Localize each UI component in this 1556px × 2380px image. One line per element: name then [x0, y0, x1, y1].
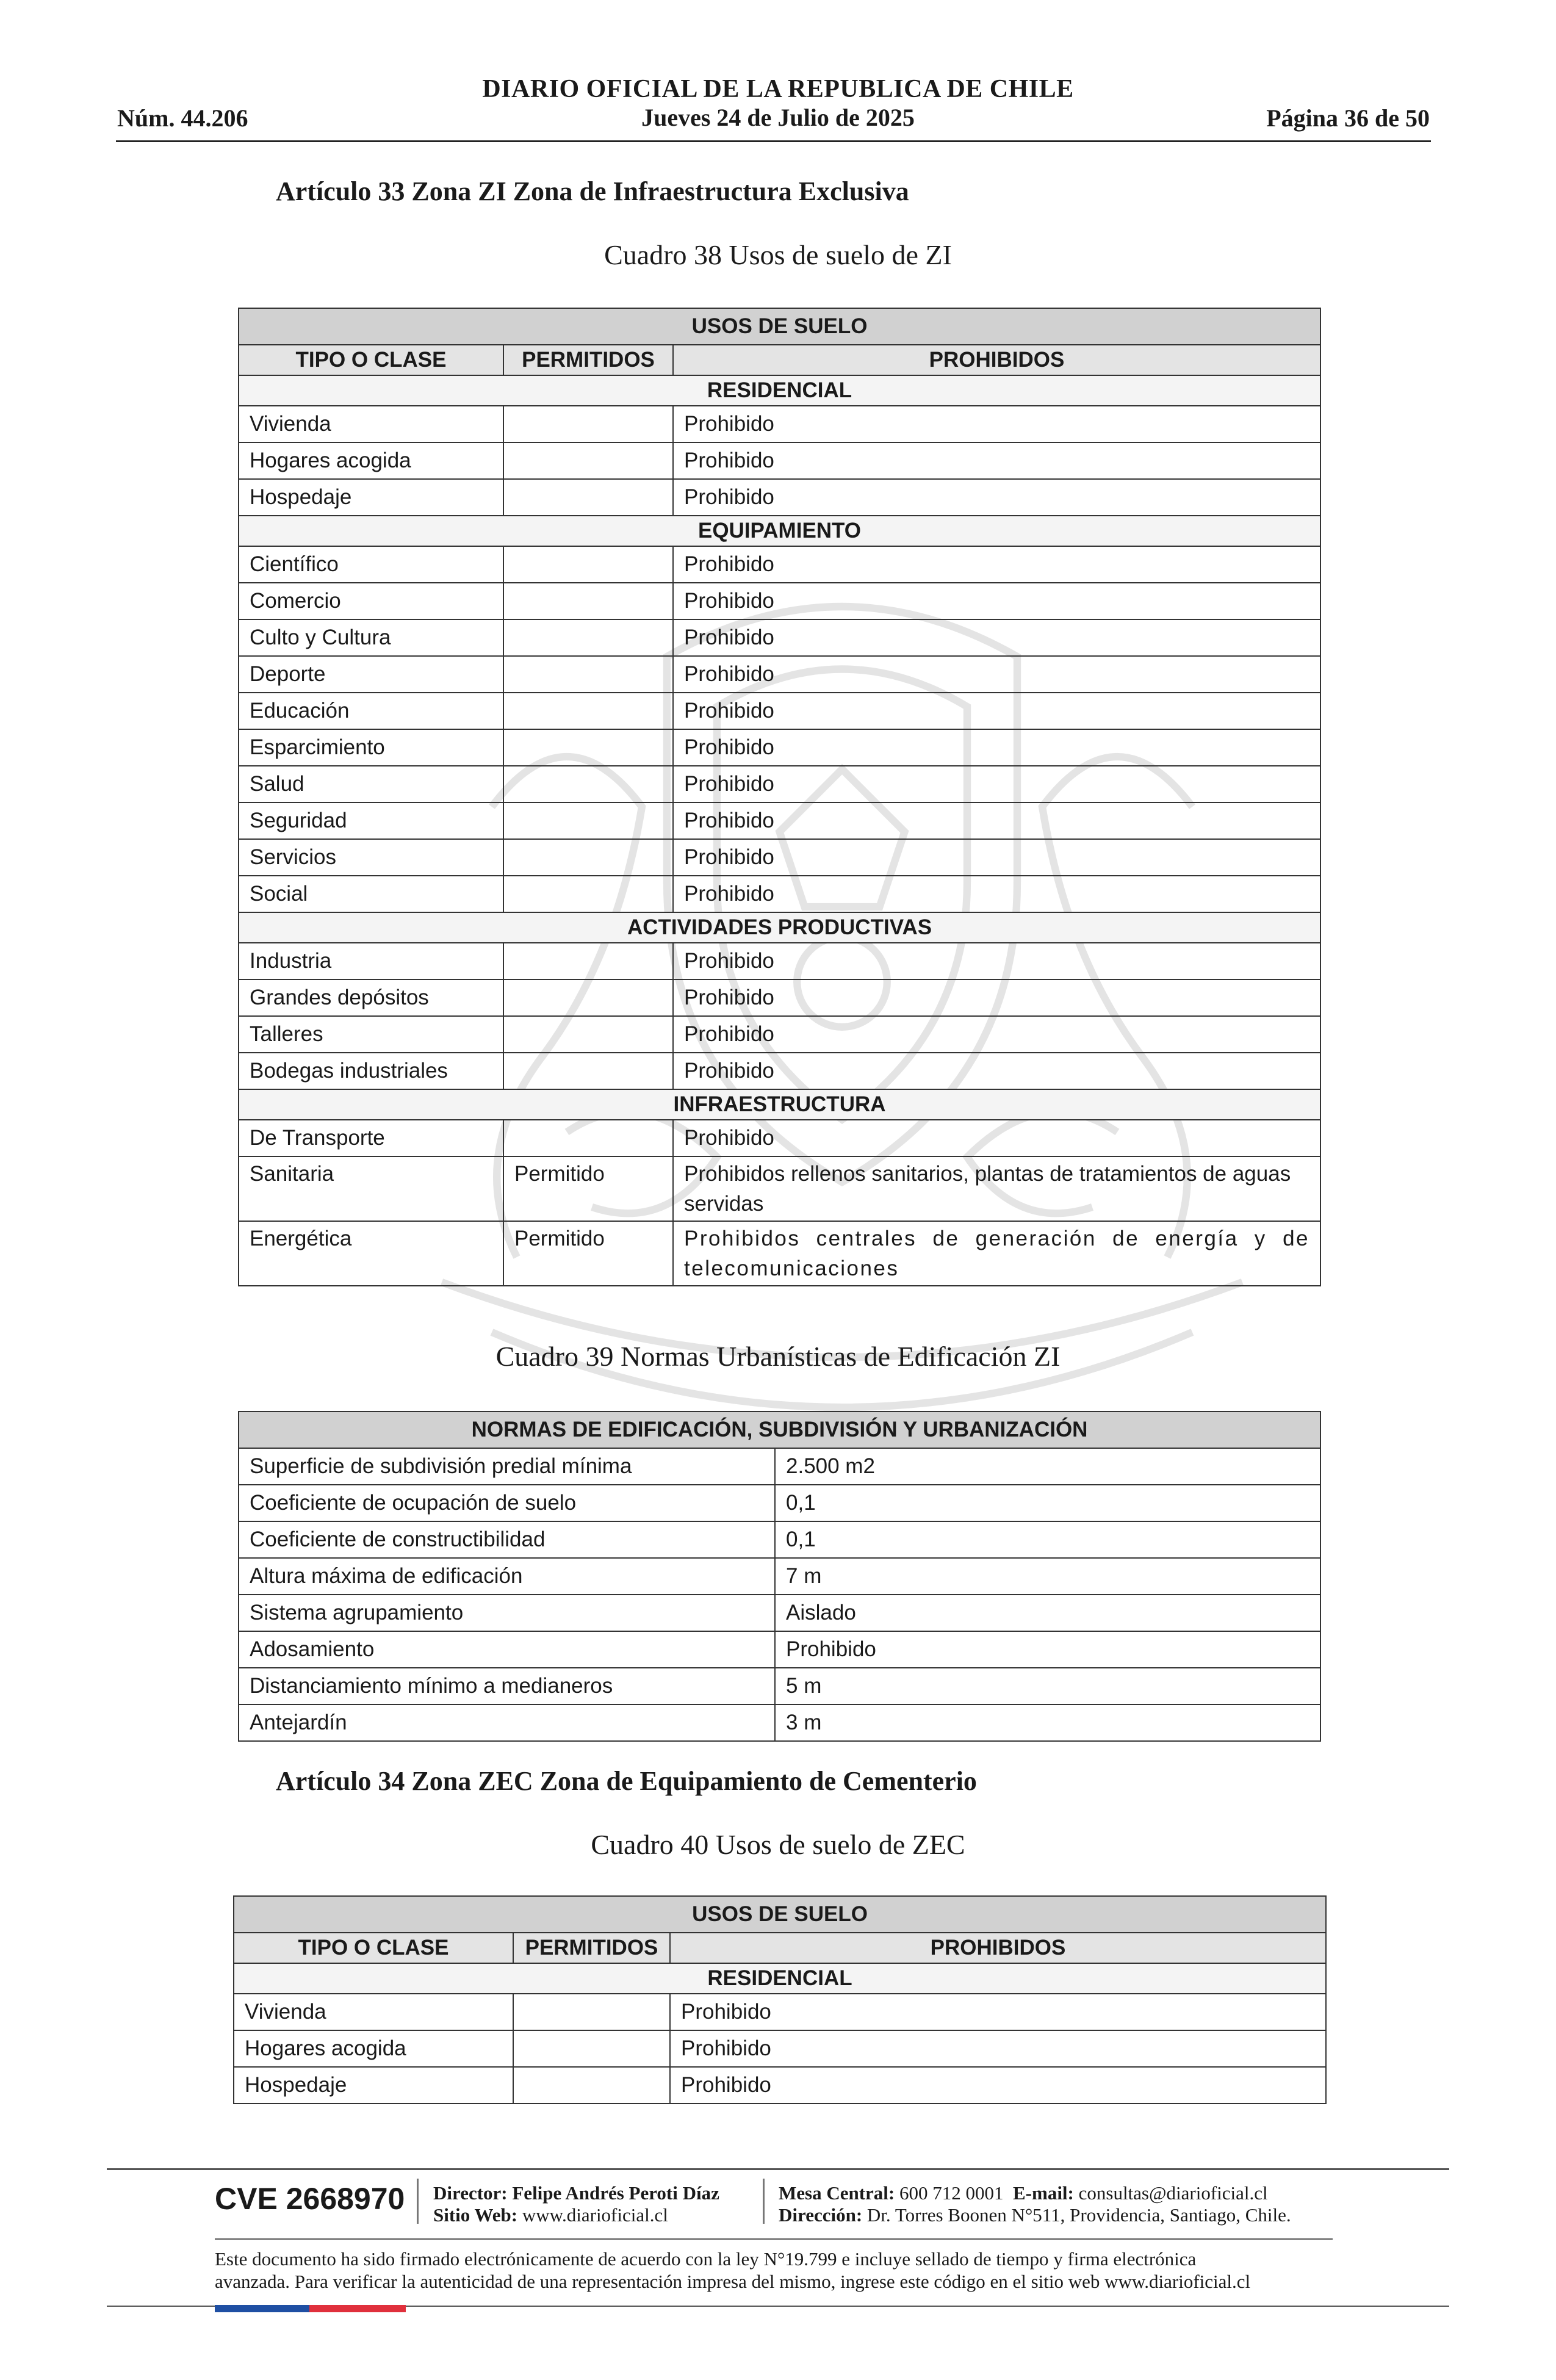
norm-name-cell: Antejardín [239, 1704, 775, 1741]
prohibited-cell: Prohibidos centrales de generación de energía y de telecomunicaciones [673, 1221, 1320, 1286]
table-row [239, 1448, 1320, 1485]
permitted-cell [503, 583, 673, 619]
section-row [239, 1089, 1320, 1120]
table-row [239, 1704, 1320, 1741]
cuadro-38-table [238, 308, 1321, 1286]
website-label: Sitio Web: [433, 2204, 518, 2226]
permitted-cell: Permitido [503, 1156, 673, 1221]
use-type-cell: Salud [239, 766, 503, 802]
prohibited-cell: Prohibido [673, 479, 1320, 516]
norm-value-cell: 3 m [775, 1704, 1320, 1741]
phone-label: Mesa Central: [779, 2182, 895, 2204]
cve-code: CVE 2668970 [215, 2182, 405, 2216]
norm-value-cell: Aislado [775, 1595, 1320, 1631]
footer-divider-middle [215, 2238, 1333, 2240]
prohibited-cell: Prohibido [673, 1120, 1320, 1156]
permitted-cell [513, 2067, 670, 2104]
permitted-cell [503, 656, 673, 693]
permitted-cell [503, 876, 673, 912]
section-row [239, 516, 1320, 546]
permitted-cell [503, 406, 673, 442]
table-row [239, 1485, 1320, 1521]
prohibited-cell: Prohibido [673, 766, 1320, 802]
permitted-cell [503, 766, 673, 802]
table-row [239, 943, 1320, 979]
table-row [239, 1595, 1320, 1631]
flag-stripe-blue [215, 2305, 309, 2312]
prohibited-cell: Prohibido [673, 943, 1320, 979]
flag-stripe-red [309, 2305, 406, 2312]
table-row [239, 979, 1320, 1016]
table-title: USOS DE SUELO [239, 308, 1320, 345]
table-row [239, 479, 1320, 516]
prohibited-cell: Prohibido [673, 1016, 1320, 1053]
table-row [234, 2067, 1326, 2104]
prohibited-cell: Prohibido [673, 546, 1320, 583]
footer-separator [763, 2179, 765, 2224]
permitted-cell [503, 839, 673, 876]
prohibited-cell: Prohibido [673, 583, 1320, 619]
use-type-cell: Hogares acogida [234, 2030, 513, 2067]
table-title: NORMAS DE EDIFICACIÓN, SUBDIVISIÓN Y URBANIZACIÓN [239, 1412, 1320, 1448]
use-type-cell: Vivienda [234, 1994, 513, 2030]
table-header-row [239, 345, 1320, 375]
section-header: ACTIVIDADES PRODUCTIVAS [239, 912, 1320, 943]
table-row [239, 1631, 1320, 1668]
section-header: RESIDENCIAL [239, 375, 1320, 406]
legal-notice [215, 2248, 1333, 2293]
permitted-cell [503, 1053, 673, 1089]
norm-name-cell: Superficie de subdivisión predial mínima [239, 1448, 775, 1485]
prohibited-cell: Prohibido [673, 1053, 1320, 1089]
table-row [239, 1558, 1320, 1595]
address-label: Dirección: [779, 2204, 863, 2226]
column-header: PROHIBIDOS [673, 345, 1320, 375]
table-title-row [239, 1412, 1320, 1448]
use-type-cell: Científico [239, 546, 503, 583]
table-title-row [234, 1896, 1326, 1933]
permitted-cell [503, 693, 673, 729]
column-header: TIPO O CLASE [234, 1933, 513, 1963]
norm-value-cell: 0,1 [775, 1485, 1320, 1521]
legal-notice-line: avanzada. Para verificar la autenticidad de una representación impresa del mismo, ingrese este código en el sitio web www.diarioficial.cl [215, 2271, 1251, 2292]
issue-number: Núm. 44.206 [117, 104, 248, 132]
prohibited-cell: Prohibido [673, 406, 1320, 442]
permitted-cell [503, 442, 673, 479]
footer-director-block [433, 2182, 719, 2226]
prohibited-cell: Prohibido [673, 979, 1320, 1016]
permitted-cell [503, 1016, 673, 1053]
table-row [239, 729, 1320, 766]
email-label: E-mail: [1013, 2182, 1074, 2204]
use-type-cell: Social [239, 876, 503, 912]
prohibited-cell: Prohibido [673, 619, 1320, 656]
table-title: USOS DE SUELO [234, 1896, 1326, 1933]
prohibited-cell: Prohibido [673, 729, 1320, 766]
table-row [239, 1156, 1320, 1221]
norm-name-cell: Coeficiente de ocupación de suelo [239, 1485, 775, 1521]
column-header: PERMITIDOS [513, 1933, 670, 1963]
table-row [239, 1221, 1320, 1286]
table-row [239, 1521, 1320, 1558]
phone-value: 600 712 0001 [899, 2182, 1004, 2204]
norm-value-cell: 0,1 [775, 1521, 1320, 1558]
page-number: Página 36 de 50 [1266, 104, 1430, 132]
norm-name-cell: Distanciamiento mínimo a medianeros [239, 1668, 775, 1704]
cuadro-38-caption: Cuadro 38 Usos de suelo de ZI [604, 239, 952, 270]
use-type-cell: De Transporte [239, 1120, 503, 1156]
use-type-cell: Seguridad [239, 802, 503, 839]
prohibited-cell: Prohibido [673, 839, 1320, 876]
prohibited-cell: Prohibido [673, 656, 1320, 693]
use-type-cell: Hospedaje [234, 2067, 513, 2104]
section-header: EQUIPAMIENTO [239, 516, 1320, 546]
prohibited-cell: Prohibido [673, 876, 1320, 912]
cuadro-39-table [238, 1411, 1321, 1742]
section-row [234, 1963, 1326, 1994]
permitted-cell [513, 1994, 670, 2030]
article-33-heading: Artículo 33 Zona ZI Zona de Infraestructura Exclusiva [276, 176, 909, 206]
table-row [234, 2030, 1326, 2067]
director-label: Director: [433, 2182, 508, 2204]
permitted-cell [503, 479, 673, 516]
permitted-cell [503, 729, 673, 766]
use-type-cell: Deporte [239, 656, 503, 693]
publication-title: DIARIO OFICIAL DE LA REPUBLICA DE CHILE [482, 75, 1074, 103]
table-row [239, 693, 1320, 729]
prohibited-cell: Prohibido [673, 693, 1320, 729]
table-row [239, 583, 1320, 619]
use-type-cell: Comercio [239, 583, 503, 619]
table-row [239, 839, 1320, 876]
use-type-cell: Industria [239, 943, 503, 979]
footer-separator [417, 2179, 419, 2224]
table-row [239, 876, 1320, 912]
use-type-cell: Grandes depósitos [239, 979, 503, 1016]
prohibited-cell: Prohibidos rellenos sanitarios, plantas de tratamientos de aguas servidas [673, 1156, 1320, 1221]
table-title-row [239, 308, 1320, 345]
use-type-cell: Hogares acogida [239, 442, 503, 479]
prohibited-cell: Prohibido [670, 2067, 1326, 2104]
permitted-cell [503, 802, 673, 839]
header-divider [116, 140, 1431, 142]
use-type-cell: Culto y Cultura [239, 619, 503, 656]
column-header: PERMITIDOS [503, 345, 673, 375]
norm-value-cell: Prohibido [775, 1631, 1320, 1668]
article-34-heading: Artículo 34 Zona ZEC Zona de Equipamiento de Cementerio [276, 1766, 977, 1796]
table-row [239, 406, 1320, 442]
use-type-cell: Servicios [239, 839, 503, 876]
section-row [239, 912, 1320, 943]
norm-value-cell: 2.500 m2 [775, 1448, 1320, 1485]
norm-name-cell: Coeficiente de constructibilidad [239, 1521, 775, 1558]
cuadro-39-caption: Cuadro 39 Normas Urbanísticas de Edificación ZI [495, 1341, 1061, 1372]
legal-notice-line: Este documento ha sido firmado electrónicamente de acuerdo con la ley N°19.799 e incluye sellado de tiempo y firma electrónica [215, 2248, 1197, 2270]
email-link[interactable]: consultas@diarioficial.cl [1078, 2182, 1268, 2204]
norm-name-cell: Altura máxima de edificación [239, 1558, 775, 1595]
prohibited-cell: Prohibido [670, 2030, 1326, 2067]
table-row [239, 442, 1320, 479]
issue-date: Jueves 24 de Julio de 2025 [641, 104, 915, 131]
permitted-cell [503, 979, 673, 1016]
cuadro-40-table [233, 1895, 1327, 2104]
table-header-row [234, 1933, 1326, 1963]
table-row [234, 1994, 1326, 2030]
permitted-cell: Permitido [503, 1221, 673, 1286]
use-type-cell: Vivienda [239, 406, 503, 442]
director-name: Felipe Andrés Peroti Díaz [512, 2182, 719, 2204]
prohibited-cell: Prohibido [673, 802, 1320, 839]
table-row [239, 656, 1320, 693]
permitted-cell [503, 619, 673, 656]
norm-value-cell: 7 m [775, 1558, 1320, 1595]
permitted-cell [503, 1120, 673, 1156]
prohibited-cell: Prohibido [670, 1994, 1326, 2030]
use-type-cell: Energética [239, 1221, 503, 1286]
norm-value-cell: 5 m [775, 1668, 1320, 1704]
table-row [239, 619, 1320, 656]
prohibited-cell: Prohibido [673, 442, 1320, 479]
permitted-cell [503, 943, 673, 979]
footer-contact-block [779, 2182, 1291, 2226]
use-type-cell: Esparcimiento [239, 729, 503, 766]
use-type-cell: Educación [239, 693, 503, 729]
use-type-cell: Bodegas industriales [239, 1053, 503, 1089]
column-header: TIPO O CLASE [239, 345, 503, 375]
section-header: RESIDENCIAL [234, 1963, 1326, 1994]
table-row [239, 766, 1320, 802]
table-row [239, 546, 1320, 583]
table-row [239, 1053, 1320, 1089]
permitted-cell [513, 2030, 670, 2067]
table-row [239, 1120, 1320, 1156]
website-link[interactable]: www.diarioficial.cl [522, 2204, 668, 2226]
norm-name-cell: Adosamiento [239, 1631, 775, 1668]
footer-divider-top [107, 2168, 1449, 2170]
table-row [239, 1016, 1320, 1053]
norm-name-cell: Sistema agrupamiento [239, 1595, 775, 1631]
permitted-cell [503, 546, 673, 583]
table-row [239, 802, 1320, 839]
section-row [239, 375, 1320, 406]
use-type-cell: Hospedaje [239, 479, 503, 516]
cuadro-40-caption: Cuadro 40 Usos de suelo de ZEC [591, 1829, 965, 1860]
column-header: PROHIBIDOS [670, 1933, 1326, 1963]
address-value: Dr. Torres Boonen N°511, Providencia, Santiago, Chile. [866, 2204, 1291, 2226]
table-row [239, 1668, 1320, 1704]
use-type-cell: Sanitaria [239, 1156, 503, 1221]
use-type-cell: Talleres [239, 1016, 503, 1053]
section-header: INFRAESTRUCTURA [239, 1089, 1320, 1120]
